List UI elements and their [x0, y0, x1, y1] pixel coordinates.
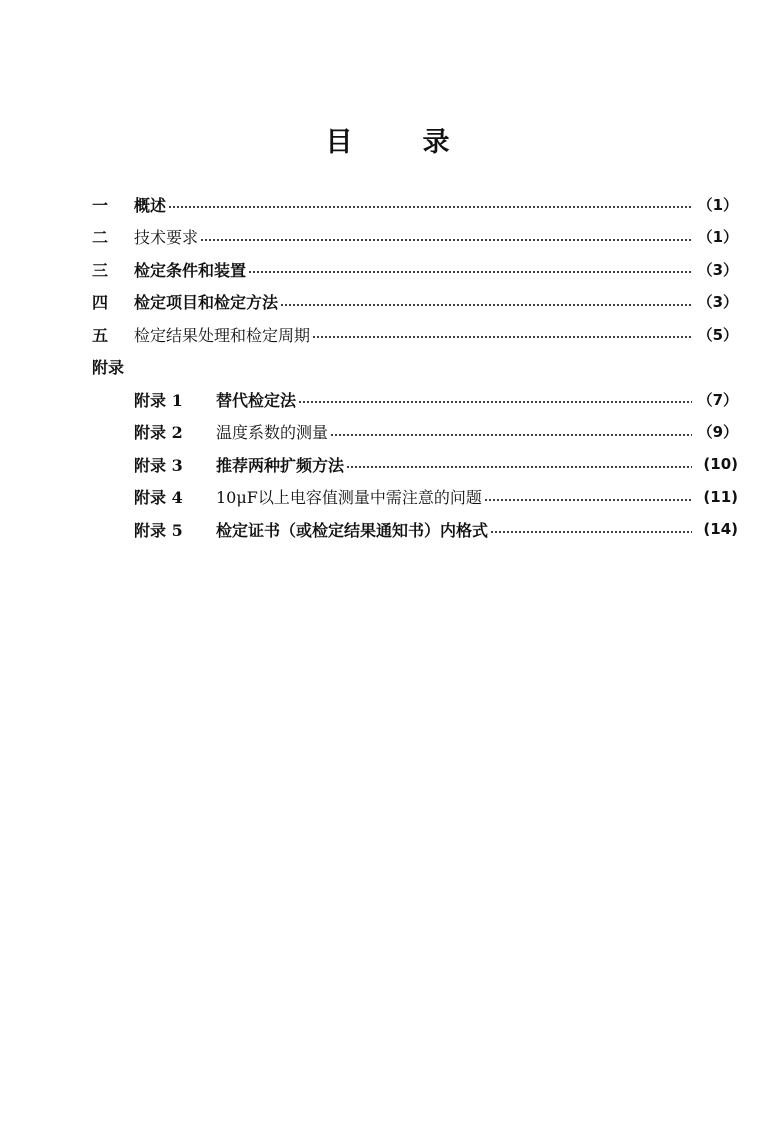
- toc-entry-label: 概述: [134, 195, 167, 215]
- appendix-number: 附录 3: [134, 455, 183, 475]
- appendix-title: 检定证书（或检定结果通知书）内格式: [216, 520, 489, 540]
- toc-entry-label: 技术要求: [134, 228, 199, 248]
- dot-leader: [280, 294, 692, 310]
- dot-leader: [490, 521, 692, 537]
- appendix-number: 附录 4: [134, 488, 183, 508]
- toc-entry: [92, 221, 738, 254]
- toc-entry-number: 五: [92, 325, 109, 345]
- appendix-heading: 附录: [92, 358, 125, 378]
- toc-entry-page: （3）: [697, 293, 738, 312]
- appendix-number: 附录 5: [134, 520, 183, 540]
- appendix-number: 附录 1: [134, 390, 183, 410]
- appendix-title: 替代检定法: [216, 390, 297, 410]
- toc-appendix-entry: [92, 416, 738, 449]
- table-of-contents: [92, 188, 738, 546]
- toc-entry-page: （9）: [697, 423, 738, 442]
- title-char-1: 目: [325, 127, 353, 158]
- dot-leader: [298, 391, 692, 407]
- toc-entry-page: (10): [703, 455, 738, 474]
- title-char-2: 录: [422, 127, 450, 158]
- toc-appendix-entry: [92, 513, 738, 546]
- toc-entry-page: （1）: [697, 195, 738, 214]
- toc-entry-number: 二: [92, 228, 109, 248]
- dot-leader: [168, 196, 692, 212]
- toc-entry-number: 三: [92, 260, 109, 280]
- page-title: [0, 120, 775, 159]
- dot-leader: [200, 229, 692, 245]
- appendix-title: 温度系数的测量: [216, 423, 329, 443]
- dot-leader: [312, 326, 692, 342]
- toc-entry-number: 一: [92, 195, 109, 215]
- toc-entry-label: 检定条件和装置: [134, 260, 247, 280]
- toc-entry-page: （3）: [697, 260, 738, 279]
- toc-entry: [92, 286, 738, 319]
- toc-entry-page: （5）: [697, 325, 738, 344]
- toc-entry: [92, 188, 738, 221]
- toc-entry-page: (11): [703, 487, 738, 506]
- dot-leader: [248, 261, 692, 277]
- appendix-title: 推荐两种扩频方法: [216, 455, 345, 475]
- toc-entry-page: （7）: [697, 390, 738, 409]
- dot-leader: [346, 456, 692, 472]
- toc-entry-label: 检定项目和检定方法: [134, 293, 279, 313]
- toc-appendix-entry: [92, 448, 738, 481]
- toc-appendix-entry: [92, 481, 738, 514]
- toc-entry-number: 四: [92, 293, 109, 313]
- toc-entry: [92, 253, 738, 286]
- toc-entry-label: 检定结果处理和检定周期: [134, 325, 311, 345]
- toc-entry-page: (14): [703, 520, 738, 539]
- appendix-title: 10μF以上电容值测量中需注意的问题: [216, 488, 482, 508]
- dot-leader: [330, 424, 692, 440]
- appendix-number: 附录 2: [134, 423, 183, 443]
- toc-entry-page: （1）: [697, 228, 738, 247]
- toc-entry: [92, 318, 738, 351]
- dot-leader: [484, 489, 692, 505]
- toc-appendix-entry: [92, 383, 738, 416]
